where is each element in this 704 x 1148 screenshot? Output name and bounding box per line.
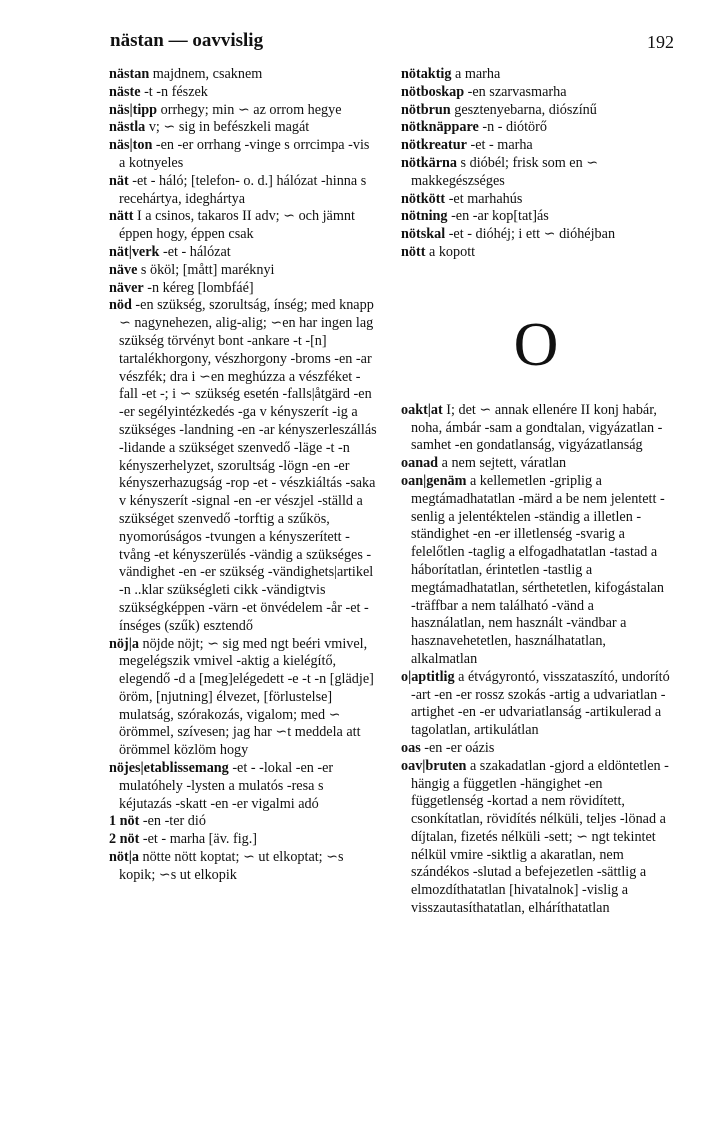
dictionary-entry: [401, 473, 671, 669]
entry-definition: nöjde nöjt; ∽ sig med ngt beéri vmivel, megelégszik vmivel -aktig a kielégítő, elegendő -d a [meg]elégedett -e -t -n [glädje] öröm, [njutning] élvezet, [förlustelse] mulatság, szórakozás, vigalom; med ∽ örömmel, szívesen; jag har ∽t meddela att örömmel közlöm hogy: [119, 635, 374, 759]
dictionary-entry: [109, 760, 377, 813]
dictionary-entry: [109, 280, 377, 298]
entry-headword: nöjes|etablissemang: [109, 760, 229, 777]
entry-headword: nöj|a: [109, 635, 139, 652]
dictionary-entry: [401, 84, 671, 102]
entry-definition: -et - marha [äv. fig.]: [142, 831, 258, 848]
entry-definition: -et marhahús: [448, 190, 523, 207]
entry-headword: oav|bruten: [401, 757, 467, 774]
entry-definition: -en -ter dió: [142, 813, 206, 830]
entry-definition: nötte nött koptat; ∽ ut elkoptat; ∽s kopik; ∽s ut elkopik: [119, 849, 344, 883]
entry-headword: nötning: [401, 208, 448, 225]
entry-definition: a kopott: [428, 243, 476, 260]
entry-definition: a szakadatlan -gjord a eldöntetlen -hängig a független -hängighet -en függetlenség -kortad a nem rövidített, csonkítatlan, rövidítés nélküli, teljes -lönad a díjtalan, fizetés nélküli -sett; ∽ ngt tekintet nélkül vmire -siktlig a akaratlan, nem szándékos -slutad a befejezetlen -sättlig a elmozdíthatatlan [hivatalnok] -vislig a visszautasíthatatlan, elháríthatatlan: [411, 757, 669, 917]
entry-definition: gesztenyebarna, diószínű: [454, 101, 597, 118]
entry-headword: nötbrun: [401, 101, 451, 118]
entry-definition: -en -er orrhang -vinge s orrcimpa -vis a kotnyeles: [119, 137, 370, 171]
dictionary-entry: [401, 208, 671, 226]
entry-headword: oan|genäm: [401, 472, 467, 489]
dictionary-entry: [401, 155, 671, 191]
dictionary-entry: [109, 173, 377, 209]
dictionary-entry: [401, 119, 671, 137]
dictionary-entry: [109, 831, 377, 849]
page-header-title: nästan — oavvislig: [110, 30, 264, 51]
entry-definition: -et - marha: [470, 137, 533, 154]
left-column: [109, 66, 377, 885]
dictionary-entry: [109, 813, 377, 831]
entry-headword: nästla: [109, 119, 146, 136]
entry-headword: nötkreatur: [401, 137, 467, 154]
entry-definition: -t -n fészek: [144, 83, 208, 100]
entry-definition: a marha: [455, 66, 501, 82]
right-column: [401, 66, 671, 918]
entry-definition: -n - diótörő: [482, 119, 547, 136]
entry-headword: näver: [109, 279, 144, 296]
dictionary-entry: [109, 102, 377, 120]
entry-definition: s dióbél; frisk som en ∽ makkegészséges: [411, 154, 599, 189]
entry-definition: -et - dióhéj; i ett ∽ dióhéjban: [448, 226, 616, 243]
entry-definition: majdnem, csaknem: [152, 66, 263, 82]
entry-definition: a étvágyrontó, visszataszító, undorító -art -en -er rossz szokás -artig a udvariatlan -artighet -en -er udvariatlanság -artikulerad a tagolatlan, artikulátlan: [411, 668, 670, 739]
entry-definition: I a csinos, takaros II adv; ∽ och jämnt éppen hogy, éppen csak: [119, 208, 355, 243]
entry-headword: nötkött: [401, 190, 446, 207]
entry-definition: I; det ∽ annak ellenére II konj habár, noha, ámbár -sam a gondtalan, vigyázatlan -samhet -en gondatlanság, vigyázatlanság: [411, 401, 663, 454]
right-column-top-entries: [401, 66, 671, 262]
entry-headword: oakt|at: [401, 401, 443, 418]
entry-headword: nötknäppare: [401, 119, 479, 136]
dictionary-entry: [401, 226, 671, 244]
entry-definition: -n kéreg [lombfáé]: [147, 279, 254, 296]
entry-headword: nöt|a: [109, 849, 139, 866]
entry-definition: a kellemetlen -griplig a megtámadhatatlan -märd a be nem jelentett -senlig a jelentéktelen -ständig a illetlen -ständighet -en -er illetlenség -svarig a felelőtlen -taglig a elfogadhatatlan -tastad a háborítatlan, érintetlen -tastlig a megtámadhatatlan, sérthetetlen, kifogástalan -träffbar a nem található -vänd a használatlan, nem használt -vändbar a hasznavehetetlen, használhatatlan, alkalmatlan: [411, 472, 665, 667]
dictionary-entry: [109, 262, 377, 280]
entry-headword: 2 nöt: [109, 831, 140, 848]
dictionary-entry: [109, 297, 377, 635]
entry-headword: nätt: [109, 208, 134, 225]
dictionary-entry: [401, 137, 671, 155]
entry-definition: orrhegy; min ∽ az orrom hegye: [160, 101, 342, 118]
entry-headword: o|aptitlig: [401, 668, 455, 685]
entry-headword: nötkärna: [401, 154, 457, 171]
entry-definition: -et - -lokal -en -er mulatóhely -lysten a mulatós -resa s kéjutazás -skatt -en -er vigalmi adó: [119, 760, 334, 812]
dictionary-entry: [401, 66, 671, 84]
entry-headword: oas: [401, 739, 421, 756]
entry-definition: v; ∽ sig in befészkeli magát: [148, 119, 310, 136]
entry-headword: näve: [109, 261, 138, 278]
dictionary-entry: [109, 208, 377, 244]
dictionary-entry: [109, 119, 377, 137]
entry-headword: nöd: [109, 297, 132, 314]
dictionary-entry: [109, 84, 377, 102]
entry-definition: -en szükség, szorultság, ínség; med knapp ∽ nagynehezen, alig-alig; ∽en har ingen lag szükség törvényt bont -ankare -t -[n] tartalékhorgony, vészhorgony -broms -en -ar vészfék; dra i ∽en meghúzza a vészféket -fall -et -; i ∽ szükség esetén -falls|åtgärd -en -er segélyintézkedés -ga v kényszerít -ig a szükséges -landning -en -ar kényszerleszállás -lidande a szükséget szenvedő -läge -t -n kényszerhelyzet, szorultság -lögn -en -er kényszerhazugság -rop -et - vészkiáltás -saka v kényszerít -signal -en -er vészjel -ställd a szükséget szenvedő -torftig a szűkös, nyomorúságos -tvungen a kényszerített -tvång -et kényszerülés -vändig a szükséges -vändighet -en -er szükség -vändighets|artikel -n ..klar szükségleti cikk -vändigtvis szükségképpen -värn -et önvédelem -år -et - ínséges (szűk) esztendő: [119, 297, 377, 634]
dictionary-entry: [401, 191, 671, 209]
dictionary-entry: [109, 636, 377, 761]
dictionary-entry: [109, 66, 377, 84]
entry-definition: -en szarvasmarha: [467, 83, 567, 100]
dictionary-entry: [401, 669, 671, 740]
entry-headword: näste: [109, 83, 141, 100]
entry-headword: nötboskap: [401, 83, 465, 100]
dictionary-entry: [109, 849, 377, 885]
dictionary-entry: [401, 244, 671, 262]
dictionary-entry: [109, 137, 377, 173]
dictionary-entry: [401, 758, 671, 918]
entry-headword: nött: [401, 243, 426, 260]
entry-headword: näs|ton: [109, 137, 153, 154]
entry-definition: a nem sejtett, váratlan: [441, 455, 567, 472]
page-number: 192: [647, 32, 674, 52]
entry-definition: -en -ar kop[tat]ás: [451, 208, 549, 225]
section-letter: O: [513, 310, 559, 379]
dictionary-entry: [401, 740, 671, 758]
entry-headword: 1 nöt: [109, 813, 140, 830]
entry-headword: nötaktig: [401, 66, 452, 82]
entry-headword: nät: [109, 172, 129, 189]
entry-headword: nästan: [109, 66, 150, 82]
entry-definition: -et - hálózat: [162, 243, 231, 260]
entry-headword: näs|tipp: [109, 101, 158, 118]
dictionary-entry: [401, 455, 671, 473]
dictionary-entry: [401, 102, 671, 120]
dictionary-entry: [109, 244, 377, 262]
right-column-bottom-entries: [401, 402, 671, 918]
entry-headword: nät|verk: [109, 243, 160, 260]
entry-definition: -en -er oázis: [424, 739, 495, 756]
entry-definition: -et - háló; [telefon- o. d.] hálózat -hinna s recehártya, ideghártya: [119, 172, 367, 207]
entry-headword: nötskal: [401, 226, 446, 243]
entry-headword: oanad: [401, 455, 439, 472]
entry-definition: s ököl; [mått] maréknyi: [140, 261, 275, 278]
dictionary-entry: [401, 402, 671, 455]
